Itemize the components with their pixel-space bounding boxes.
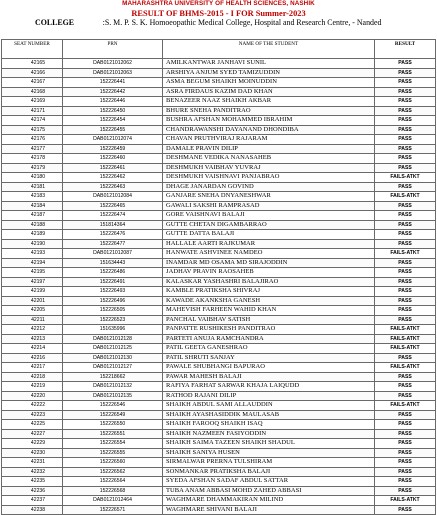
- result-cell: PASS: [375, 382, 436, 392]
- seat-number-cell: 42229: [2, 439, 63, 449]
- table-row: [2, 87, 436, 97]
- table-row: [2, 458, 436, 468]
- table-row: [2, 125, 436, 135]
- col-header-student-name: NAME OF THE STUDENT: [163, 40, 375, 59]
- result-cell: PASS: [375, 306, 436, 316]
- seat-number-cell: 42190: [2, 239, 63, 249]
- prn-cell: 151635996: [63, 325, 163, 335]
- col-header-result: RESULT: [375, 40, 436, 59]
- result-cell: PASS: [375, 486, 436, 496]
- seat-number-cell: 42193: [2, 249, 63, 259]
- seat-number-cell: 42180: [2, 173, 63, 183]
- result-table: [1, 39, 436, 515]
- table-row: [2, 439, 436, 449]
- table-row: [2, 287, 436, 297]
- result-cell: PASS: [375, 201, 436, 211]
- seat-number-cell: 42230: [2, 448, 63, 458]
- table-row: [2, 239, 436, 249]
- student-name-cell: SIRMALWAR PRERNA TULSHIRAM: [163, 458, 375, 468]
- table-row: [2, 496, 436, 506]
- seat-number-cell: 42201: [2, 296, 63, 306]
- table-row: [2, 467, 436, 477]
- student-name-cell: PANPATTE RUSHIKESH PANDITRAO: [163, 325, 375, 335]
- seat-number-cell: 42176: [2, 135, 63, 145]
- result-cell: PASS: [375, 458, 436, 468]
- table-row: [2, 78, 436, 88]
- result-cell: PASS: [375, 125, 436, 135]
- table-row: [2, 363, 436, 373]
- result-cell: PASS: [375, 372, 436, 382]
- prn-cell: DAB0121012135: [63, 391, 163, 401]
- col-header-seat-number: SEAT NUMBER: [2, 40, 63, 59]
- seat-number-cell: 42174: [2, 116, 63, 126]
- prn-cell: DAB0121012062: [63, 59, 163, 69]
- seat-number-cell: 42183: [2, 192, 63, 202]
- student-name-cell: DESHMANE VEDIKA NANASAHEB: [163, 154, 375, 164]
- prn-cell: 152226562: [63, 467, 163, 477]
- result-cell: PASS: [375, 467, 436, 477]
- table-row: [2, 258, 436, 268]
- result-cell: PASS: [375, 230, 436, 240]
- student-name-cell: SHAIKH NAZMEEN FASIYODDIN: [163, 429, 375, 439]
- student-name-cell: PATIL SHRUTI SANJAY: [163, 353, 375, 363]
- seat-number-cell: 42175: [2, 125, 63, 135]
- result-cell: PASS: [375, 154, 436, 164]
- table-row: [2, 277, 436, 287]
- student-name-cell: ASRA FIRDAUS KAZIM DAD KHAN: [163, 87, 375, 97]
- student-name-cell: DESHMUKH VAIBHAV YUVRAJ: [163, 163, 375, 173]
- student-name-cell: SYEDA AFSHAN SADAF ABDUL SATTAR: [163, 477, 375, 487]
- table-row: [2, 486, 436, 496]
- student-name-cell: RAFIYA FARHAT SARWAR KHAJA LAIQUDD: [163, 382, 375, 392]
- seat-number-cell: 42232: [2, 467, 63, 477]
- prn-cell: 152226455: [63, 125, 163, 135]
- prn-cell: 152226476: [63, 230, 163, 240]
- prn-cell: 152226496: [63, 296, 163, 306]
- table-row: [2, 505, 436, 515]
- seat-number-cell: 42197: [2, 277, 63, 287]
- student-name-cell: PANCHAL VAIBHAV SATISH: [163, 315, 375, 325]
- result-cell: PASS: [375, 353, 436, 363]
- seat-number-cell: 42187: [2, 211, 63, 221]
- seat-number-cell: 42227: [2, 429, 63, 439]
- result-cell: PASS: [375, 429, 436, 439]
- student-name-cell: DESHMUKH VAISHNAVI PANJABRAO: [163, 173, 375, 183]
- student-name-cell: HALLALE AARTI RAJKUMAR: [163, 239, 375, 249]
- prn-cell: 152226493: [63, 287, 163, 297]
- student-name-cell: BUSHRA AFSHAN MOHAMMED IBRAHIM: [163, 116, 375, 126]
- result-cell: PASS: [375, 420, 436, 430]
- student-name-cell: PAWAR MAHESH BALAJI: [163, 372, 375, 382]
- prn-cell: DAB0121012128: [63, 334, 163, 344]
- prn-cell: 152226549: [63, 410, 163, 420]
- seat-number-cell: 42213: [2, 334, 63, 344]
- table-row: [2, 334, 436, 344]
- result-cell: PASS: [375, 296, 436, 306]
- student-name-cell: BENAZEER NAAZ SHAIKH AKBAR: [163, 97, 375, 107]
- seat-number-cell: 42236: [2, 486, 63, 496]
- student-name-cell: GUTTE CHETAN DIGAMBARRAO: [163, 220, 375, 230]
- prn-cell: 152226459: [63, 144, 163, 154]
- college-name: :S. M. P. S. K. Homoeopathic Medical College, Hospital and Research Centre, - Nanded: [102, 18, 382, 27]
- prn-cell: DAB0121012084: [63, 192, 163, 202]
- table-body: [2, 59, 436, 515]
- table-row: [2, 429, 436, 439]
- student-name-cell: SHAIKH SAIMA TAZEEN SHAIKH SHADUL: [163, 439, 375, 449]
- seat-number-cell: 42177: [2, 144, 63, 154]
- result-cell: PASS: [375, 277, 436, 287]
- university-name: MAHARASHTRA UNIVERSITY OF HEALTH SCIENCES, NASHIK: [122, 0, 315, 7]
- result-cell: FAILS-ATKT: [375, 249, 436, 259]
- seat-number-cell: 42188: [2, 220, 63, 230]
- prn-cell: 152226441: [63, 78, 163, 88]
- student-name-cell: DAMALE PRAVIN DILIP: [163, 144, 375, 154]
- result-cell: PASS: [375, 78, 436, 88]
- student-name-cell: PARTETI ANUJA RAMCHANDRA: [163, 334, 375, 344]
- seat-number-cell: 42218: [2, 372, 63, 382]
- table-row: [2, 211, 436, 221]
- prn-cell: 152226491: [63, 277, 163, 287]
- prn-cell: 152226454: [63, 116, 163, 126]
- seat-number-cell: 42222: [2, 401, 63, 411]
- seat-number-cell: 42214: [2, 344, 63, 354]
- student-name-cell: SONMANKAR PRATIKSHA BALAJI: [163, 467, 375, 477]
- result-title: RESULT OF BHMS-2015 - I FOR Summer-2023: [131, 9, 306, 18]
- result-cell: FAILS-ATKT: [375, 496, 436, 506]
- prn-cell: 152218662: [63, 372, 163, 382]
- prn-cell: 152226560: [63, 458, 163, 468]
- seat-number-cell: 42171: [2, 106, 63, 116]
- student-name-cell: GANJARE SNEHA DNYANESHWAR: [163, 192, 375, 202]
- prn-cell: DAB0121012127: [63, 363, 163, 373]
- result-cell: PASS: [375, 505, 436, 515]
- table-header-row: [2, 40, 436, 59]
- seat-number-cell: 42178: [2, 154, 63, 164]
- prn-cell: 151814364: [63, 220, 163, 230]
- prn-cell: 152226450: [63, 106, 163, 116]
- seat-number-cell: 42220: [2, 391, 63, 401]
- seat-number-cell: 42184: [2, 201, 63, 211]
- result-cell: PASS: [375, 477, 436, 487]
- result-cell: PASS: [375, 163, 436, 173]
- table-row: [2, 249, 436, 259]
- result-cell: PASS: [375, 315, 436, 325]
- seat-number-cell: 42181: [2, 182, 63, 192]
- prn-cell: 152226568: [63, 486, 163, 496]
- prn-cell: 152226564: [63, 477, 163, 487]
- student-name-cell: WAGHMARE DHAMMAKIRAN MILIND: [163, 496, 375, 506]
- prn-cell: DAB0121012063: [63, 68, 163, 78]
- prn-cell: DAB0121012464: [63, 496, 163, 506]
- student-name-cell: JADHAV PRAVIN RAOSAHEB: [163, 268, 375, 278]
- result-cell: PASS: [375, 287, 436, 297]
- prn-cell: DAB0121012125: [63, 344, 163, 354]
- student-name-cell: SHAIKH FAROOQ SHAIKH ISAQ: [163, 420, 375, 430]
- prn-cell: 152226461: [63, 163, 163, 173]
- result-cell: PASS: [375, 97, 436, 107]
- table-row: [2, 372, 436, 382]
- seat-number-cell: 42199: [2, 287, 63, 297]
- prn-cell: 152226474: [63, 211, 163, 221]
- table-row: [2, 353, 436, 363]
- seat-number-cell: 42194: [2, 258, 63, 268]
- student-name-cell: KAMBLE PRATIKSHA SHIVRAJ: [163, 287, 375, 297]
- student-name-cell: ASMA BEGUM SHAIKH MOINUDDIN: [163, 78, 375, 88]
- result-cell: PASS: [375, 239, 436, 249]
- result-cell: FAILS-ATKT: [375, 334, 436, 344]
- result-cell: PASS: [375, 258, 436, 268]
- table-row: [2, 116, 436, 126]
- result-cell: PASS: [375, 59, 436, 69]
- student-name-cell: KAWADE AKANKSHA GANESH: [163, 296, 375, 306]
- prn-cell: 152226462: [63, 173, 163, 183]
- table-row: [2, 268, 436, 278]
- result-cell: FAILS-ATKT: [375, 344, 436, 354]
- student-name-cell: CHAVAN PRUTHVIRAJ RAJARAM: [163, 135, 375, 145]
- result-cell: PASS: [375, 211, 436, 221]
- table-row: [2, 220, 436, 230]
- prn-cell: 151634443: [63, 258, 163, 268]
- table-row: [2, 325, 436, 335]
- table-row: [2, 163, 436, 173]
- table-row: [2, 144, 436, 154]
- result-cell: PASS: [375, 410, 436, 420]
- prn-cell: 152226442: [63, 87, 163, 97]
- result-cell: PASS: [375, 391, 436, 401]
- table-row: [2, 382, 436, 392]
- seat-number-cell: 42165: [2, 59, 63, 69]
- table-row: [2, 68, 436, 78]
- student-name-cell: GUTTE DATTA BALAJI: [163, 230, 375, 240]
- table-row: [2, 344, 436, 354]
- seat-number-cell: 42179: [2, 163, 63, 173]
- student-name-cell: MAHEVISH FARHEEN WAHID KHAN: [163, 306, 375, 316]
- table-row: [2, 173, 436, 183]
- prn-cell: 152226465: [63, 201, 163, 211]
- table-row: [2, 401, 436, 411]
- seat-number-cell: 42223: [2, 410, 63, 420]
- student-name-cell: TUBA ANAM ABBASI MOHD ZAHED ABBASI: [163, 486, 375, 496]
- seat-number-cell: 42168: [2, 87, 63, 97]
- student-name-cell: KALASKAR YASHASHRI BALAJIRAO: [163, 277, 375, 287]
- table-row: [2, 97, 436, 107]
- seat-number-cell: 42219: [2, 382, 63, 392]
- table-row: [2, 59, 436, 69]
- table-row: [2, 106, 436, 116]
- student-name-cell: CHANDRAWANSHI DAYANAND DHONDIBA: [163, 125, 375, 135]
- table-row: [2, 315, 436, 325]
- student-name-cell: AMILKANTWAR JANHAVI SUNIL: [163, 59, 375, 69]
- seat-number-cell: 42205: [2, 306, 63, 316]
- result-cell: FAILS-ATKT: [375, 363, 436, 373]
- seat-number-cell: 42237: [2, 496, 63, 506]
- prn-cell: 152226546: [63, 401, 163, 411]
- prn-cell: 152226463: [63, 182, 163, 192]
- result-cell: PASS: [375, 182, 436, 192]
- result-cell: PASS: [375, 439, 436, 449]
- student-name-cell: BHURE SNEHA PANDITRAO: [163, 106, 375, 116]
- seat-number-cell: 42216: [2, 353, 63, 363]
- student-name-cell: ARSHIYA ANJUM SYED TAMIZUDDIN: [163, 68, 375, 78]
- result-cell: FAILS-ATKT: [375, 325, 436, 335]
- seat-number-cell: 42235: [2, 477, 63, 487]
- seat-number-cell: 42195: [2, 268, 63, 278]
- table-row: [2, 201, 436, 211]
- result-cell: FAILS-ATKT: [375, 173, 436, 183]
- table-row: [2, 296, 436, 306]
- result-cell: FAILS-ATKT: [375, 401, 436, 411]
- seat-number-cell: 42217: [2, 363, 63, 373]
- student-name-cell: HANWATE ASHVINEE NAMDEO: [163, 249, 375, 259]
- college-label: COLLEGE: [35, 18, 75, 27]
- result-cell: FAILS-ATKT: [375, 192, 436, 202]
- student-name-cell: RATHOD RAJANI DILIP: [163, 391, 375, 401]
- prn-cell: 152226505: [63, 306, 163, 316]
- table-row: [2, 410, 436, 420]
- prn-cell: DAB0121012074: [63, 135, 163, 145]
- prn-cell: 152226523: [63, 315, 163, 325]
- student-name-cell: INAMDAR MD OSAMA MD SIRAJODDIN: [163, 258, 375, 268]
- table-row: [2, 420, 436, 430]
- student-name-cell: GORE VAISHNAVI BALAJI: [163, 211, 375, 221]
- seat-number-cell: 42225: [2, 420, 63, 430]
- table-row: [2, 306, 436, 316]
- result-cell: PASS: [375, 220, 436, 230]
- prn-cell: DAB0121012130: [63, 353, 163, 363]
- table-row: [2, 391, 436, 401]
- seat-number-cell: 42189: [2, 230, 63, 240]
- prn-cell: 152226486: [63, 268, 163, 278]
- result-cell: PASS: [375, 116, 436, 126]
- student-name-cell: DHAGE JANARDAN GOVIND: [163, 182, 375, 192]
- student-name-cell: SHAIKH SANIYA HUSEN: [163, 448, 375, 458]
- seat-number-cell: 42167: [2, 78, 63, 88]
- prn-cell: 152226555: [63, 448, 163, 458]
- student-name-cell: GAWALI SAKSHI RAMPRASAD: [163, 201, 375, 211]
- result-cell: PASS: [375, 144, 436, 154]
- student-name-cell: PAWALE SHUBHANGI BAPURAO: [163, 363, 375, 373]
- seat-number-cell: 42211: [2, 315, 63, 325]
- result-cell: PASS: [375, 448, 436, 458]
- seat-number-cell: 42166: [2, 68, 63, 78]
- seat-number-cell: 42238: [2, 505, 63, 515]
- table-row: [2, 448, 436, 458]
- student-name-cell: WAGHMARE SHIVANI BALAJI: [163, 505, 375, 515]
- col-header-prn: PRN: [63, 40, 163, 59]
- student-name-cell: SHAIKH AYASHASIDDIK MAULASAB: [163, 410, 375, 420]
- prn-cell: 152226571: [63, 505, 163, 515]
- result-cell: PASS: [375, 106, 436, 116]
- seat-number-cell: 42169: [2, 97, 63, 107]
- prn-cell: DAB0121012132: [63, 382, 163, 392]
- prn-cell: 152226446: [63, 97, 163, 107]
- result-cell: PASS: [375, 268, 436, 278]
- result-cell: PASS: [375, 87, 436, 97]
- prn-cell: 152226550: [63, 420, 163, 430]
- table-row: [2, 135, 436, 145]
- result-cell: PASS: [375, 68, 436, 78]
- prn-cell: 152226554: [63, 439, 163, 449]
- result-cell: PASS: [375, 135, 436, 145]
- student-name-cell: SHAIKH ABDUL SAMI ALLAUDDIN: [163, 401, 375, 411]
- seat-number-cell: 42212: [2, 325, 63, 335]
- prn-cell: 152226551: [63, 429, 163, 439]
- table-row: [2, 230, 436, 240]
- prn-cell: DAB0121012087: [63, 249, 163, 259]
- student-name-cell: PATIL GEETA GANESHRAO: [163, 344, 375, 354]
- table-row: [2, 192, 436, 202]
- table-row: [2, 182, 436, 192]
- seat-number-cell: 42231: [2, 458, 63, 468]
- table-row: [2, 477, 436, 487]
- prn-cell: 152226477: [63, 239, 163, 249]
- prn-cell: 152226460: [63, 154, 163, 164]
- college-line: [0, 19, 437, 39]
- table-row: [2, 154, 436, 164]
